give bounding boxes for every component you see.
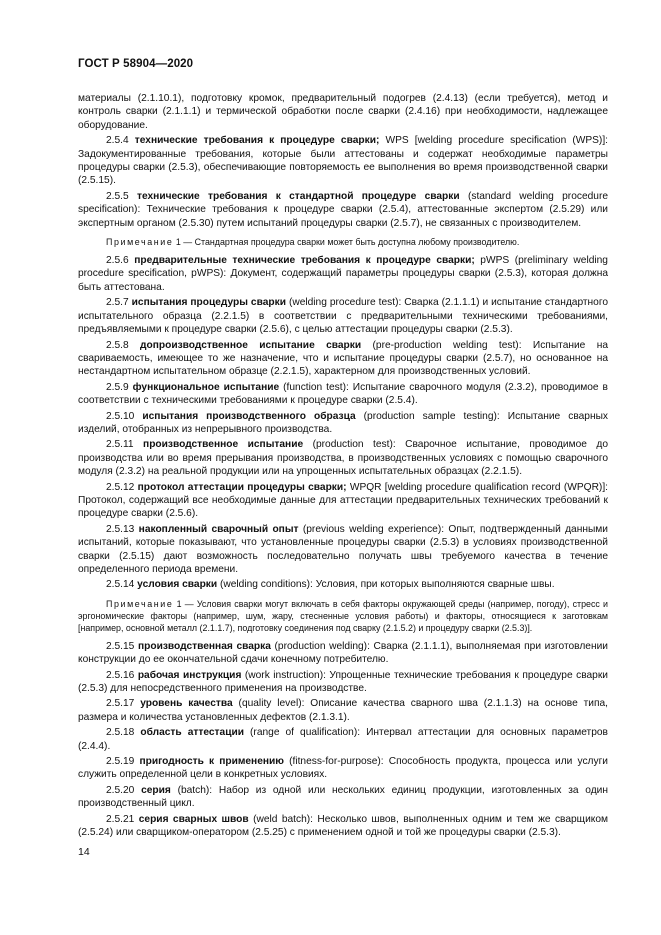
term-number: 2.5.13 xyxy=(106,523,135,535)
term-name: испытания процедуры сварки xyxy=(131,297,286,309)
term-name: серия xyxy=(141,784,171,796)
term-number: 2.5.5 xyxy=(106,190,129,202)
term-number: 2.5.7 xyxy=(106,297,129,309)
term-name: производственное испытание xyxy=(143,439,304,451)
term-name: уровень качества xyxy=(140,698,233,710)
term-name: допроизводственное испытание сварки xyxy=(140,339,362,351)
term-number: 2.5.8 xyxy=(106,339,129,351)
note-label: Примечание xyxy=(106,237,174,248)
term-number: 2.5.19 xyxy=(106,756,135,768)
term-definition xyxy=(78,755,608,782)
term-name: условия сварки xyxy=(137,579,218,591)
term-name: область аттестации xyxy=(140,727,244,739)
term-text: (weld batch): Несколько швов, выполненных одним и тем же сварщиком (2.5.24) или сварщиком-оператором (2.5.25) с применением одной и той же процедуры сварки (2.5.3). xyxy=(78,813,608,839)
term-number: 2.5.11 xyxy=(106,439,134,451)
term-text: (quality level): Описание качества сварного шва (2.1.1.3) на основе типа, размера и количества установленных дефектов (2.1.3.1). xyxy=(78,698,608,723)
page-number: 14 xyxy=(78,846,90,858)
term-definition xyxy=(78,410,608,437)
term-definition xyxy=(78,134,608,188)
term-text: (range of qualification): Интервал аттестации для основных параметров (2.4.4). xyxy=(78,727,608,752)
term-name: предварительные технические требования к процедуре сварки; xyxy=(134,255,475,267)
term-number: 2.5.21 xyxy=(106,813,135,825)
term-number: 2.5.9 xyxy=(106,381,129,393)
term-number: 2.5.12 xyxy=(106,481,135,493)
term-number: 2.5.6 xyxy=(106,255,129,267)
term-definition xyxy=(78,481,608,521)
term-definition xyxy=(78,669,608,696)
term-number: 2.5.14 xyxy=(106,579,135,591)
term-number: 2.5.17 xyxy=(106,698,135,710)
term-number: 2.5.20 xyxy=(106,784,135,796)
term-definition xyxy=(78,190,608,230)
note-text: Стандартная процедура сварки может быть доступна любому производителю. xyxy=(194,237,520,248)
term-definition xyxy=(78,438,608,478)
term-name: технические требования к стандартной процедуре сварки xyxy=(136,190,460,202)
note-text: Условия сварки могут включать в себя факторы окружающей среды (например, погоду), стресс и эргономические факторы (например, шум, жару, стесненные условия работы) и факторы, относящиеся к заготовкам [например, основной металл (2.1.1.7), подготовку соединения под сварку (2.1.5.2) и процедуру сварки (2.5.3)]. xyxy=(78,598,608,633)
term-definition xyxy=(78,726,608,753)
term-text: (production sample testing): Испытание сварных изделий, отобранных из непрерывного производства. xyxy=(78,410,608,435)
term-name: производственная сварка xyxy=(137,640,271,652)
term-definition xyxy=(78,523,608,577)
term-definition xyxy=(78,339,608,379)
term-name: серия сварных швов xyxy=(138,813,249,825)
term-text: (previous welding experience): Опыт, подтвержденный данными испытаний, которые показывают, что установленные процедуры сварки (2.5.3) в условиях производственной сварки (2.5.15) дают возможность последовательно получать швы требуемого качества в течение определенного периода времени. xyxy=(78,523,608,575)
term-definition xyxy=(78,813,608,840)
note: Примечание 1 — Стандартная процедура сварки может быть доступна любому производителю. xyxy=(106,237,520,248)
term-name: испытания производственного образца xyxy=(142,410,356,422)
term-name: накопленный сварочный опыт xyxy=(138,523,299,535)
term-text: (welding conditions): Условия, при которых выполняются сварные швы. xyxy=(220,579,555,591)
note: Примечание 1 — Условия сварки могут включать в себя факторы окружающей среды (например, погоду), стресс и эргономические факторы (например, шум, жару, стесненные условия работы) и факторы, относящиеся к заготовкам [например, основной металл (2.1.1.7), подготовку соединения под сварку (2.1.5.2) и процедуру сварки (2.5.3)]. xyxy=(78,598,608,633)
term-text: (batch): Набор из одной или нескольких единиц продукции, изготовленных за один производственный цикл. xyxy=(78,784,608,810)
term-definition xyxy=(78,697,608,724)
term-text: WPQR [welding procedure qualification record (WPQR)]: Протокол, содержащий все необходимые данные для аттестации предварительных технических требований к процедуре сварки (2.5.6). xyxy=(78,481,608,520)
term-name: рабочая инструкция xyxy=(137,669,242,681)
term-number: 2.5.15 xyxy=(106,640,135,652)
term-definition xyxy=(78,578,608,591)
document-body xyxy=(78,92,608,842)
term-text: (work instruction): Упрощенные технические требования к процедуре сварки (2.5.3) для непосредственного применения на производстве. xyxy=(78,669,608,695)
term-text: (standard welding procedure specification): Технические требования к процедуре сварки (2.5.4), аттестованные экспертом (2.5.29) или экспертным органом (2.5.30) путем испытаний процедуры сварки (2.5.7), не связанных с производителем. xyxy=(78,190,609,229)
term-text: (function test): Испытание сварочного модуля (2.3.2), проводимое в соответствии с техническими требованиями к процедуре сварки (2.5.4). xyxy=(78,381,608,407)
term-name: функциональное испытание xyxy=(132,381,280,393)
note-number: 1 xyxy=(176,598,182,609)
note-label: Примечание xyxy=(106,598,174,609)
term-text: (welding procedure test): Сварка (2.1.1.1) и испытание стандартного испытательного образца (2.2.1.5) в соответствии с предварительными техническими требованиями, предъявляемыми к процедуре сварки (2.5.6), с целью аттестации процедуры сварки (2.5.3). xyxy=(78,297,608,336)
term-number: 2.5.4 xyxy=(106,135,129,147)
term-definition xyxy=(78,381,608,408)
term-name: протокол аттестации процедуры сварки; xyxy=(137,481,347,493)
term-name: пригодность к применению xyxy=(139,756,284,768)
term-name: технические требования к процедуре сварки; xyxy=(134,135,380,147)
term-text: WPS [welding procedure specification (WPS)]: Задокументированные требования, которые были аттестованы и содержат необходимые параметры процедуры сварки (2.5.3), обеспечивающие повторяемость ее выполнения во время производственной сварки (2.5.15). xyxy=(78,135,608,187)
term-number: 2.5.10 xyxy=(106,410,135,422)
term-number: 2.5.16 xyxy=(106,669,135,681)
term-definition xyxy=(78,784,608,811)
term-definition xyxy=(78,296,608,336)
term-text: pWPS (preliminary welding procedure specification, pWPS): Документ, содержащий параметры процедуры сварки (2.5.3), которая должна быть аттестована. xyxy=(78,255,608,293)
document-header: ГОСТ Р 58904—2020 xyxy=(78,58,194,70)
term-text: (pre-production welding test): Испытание на свариваемость, имеющее то же назначение, что и испытание процедуры сварки (2.5.7), но основанное на нестандартном испытательном образце (2.2.1.5), характерном для производственных условий. xyxy=(78,339,608,378)
term-text: (production welding): Сварка (2.1.1.1), выполняемая при изготовлении конструкции до ее окончательной сдачи конечному потребителю. xyxy=(78,640,608,666)
term-number: 2.5.18 xyxy=(106,727,135,739)
term-text: (fitness-for-purpose): Способность продукта, процесса или услуги служить определенной цели в конкретных условиях. xyxy=(78,756,608,781)
term-definition xyxy=(78,254,608,294)
note-number: 1 xyxy=(175,237,181,248)
term-definition xyxy=(78,640,608,667)
term-text: (production test): Сварочное испытание, проводимое до производства или во время прерывания производства, в производственных условиях с помощью сварочного модуля (2.3.2) на реальной продукции или на упрощенных испытательных образцах (2.2.1.5). xyxy=(78,439,609,478)
paragraph-continuation: материалы (2.1.10.1), подготовку кромок, предварительный подогрев (2.4.13) (если требуется), метод и контроль сварки (2.1.1.1) и термической обработки после сварки (2.4.16) при необходимости, надлежащее оборудование. xyxy=(78,93,608,131)
